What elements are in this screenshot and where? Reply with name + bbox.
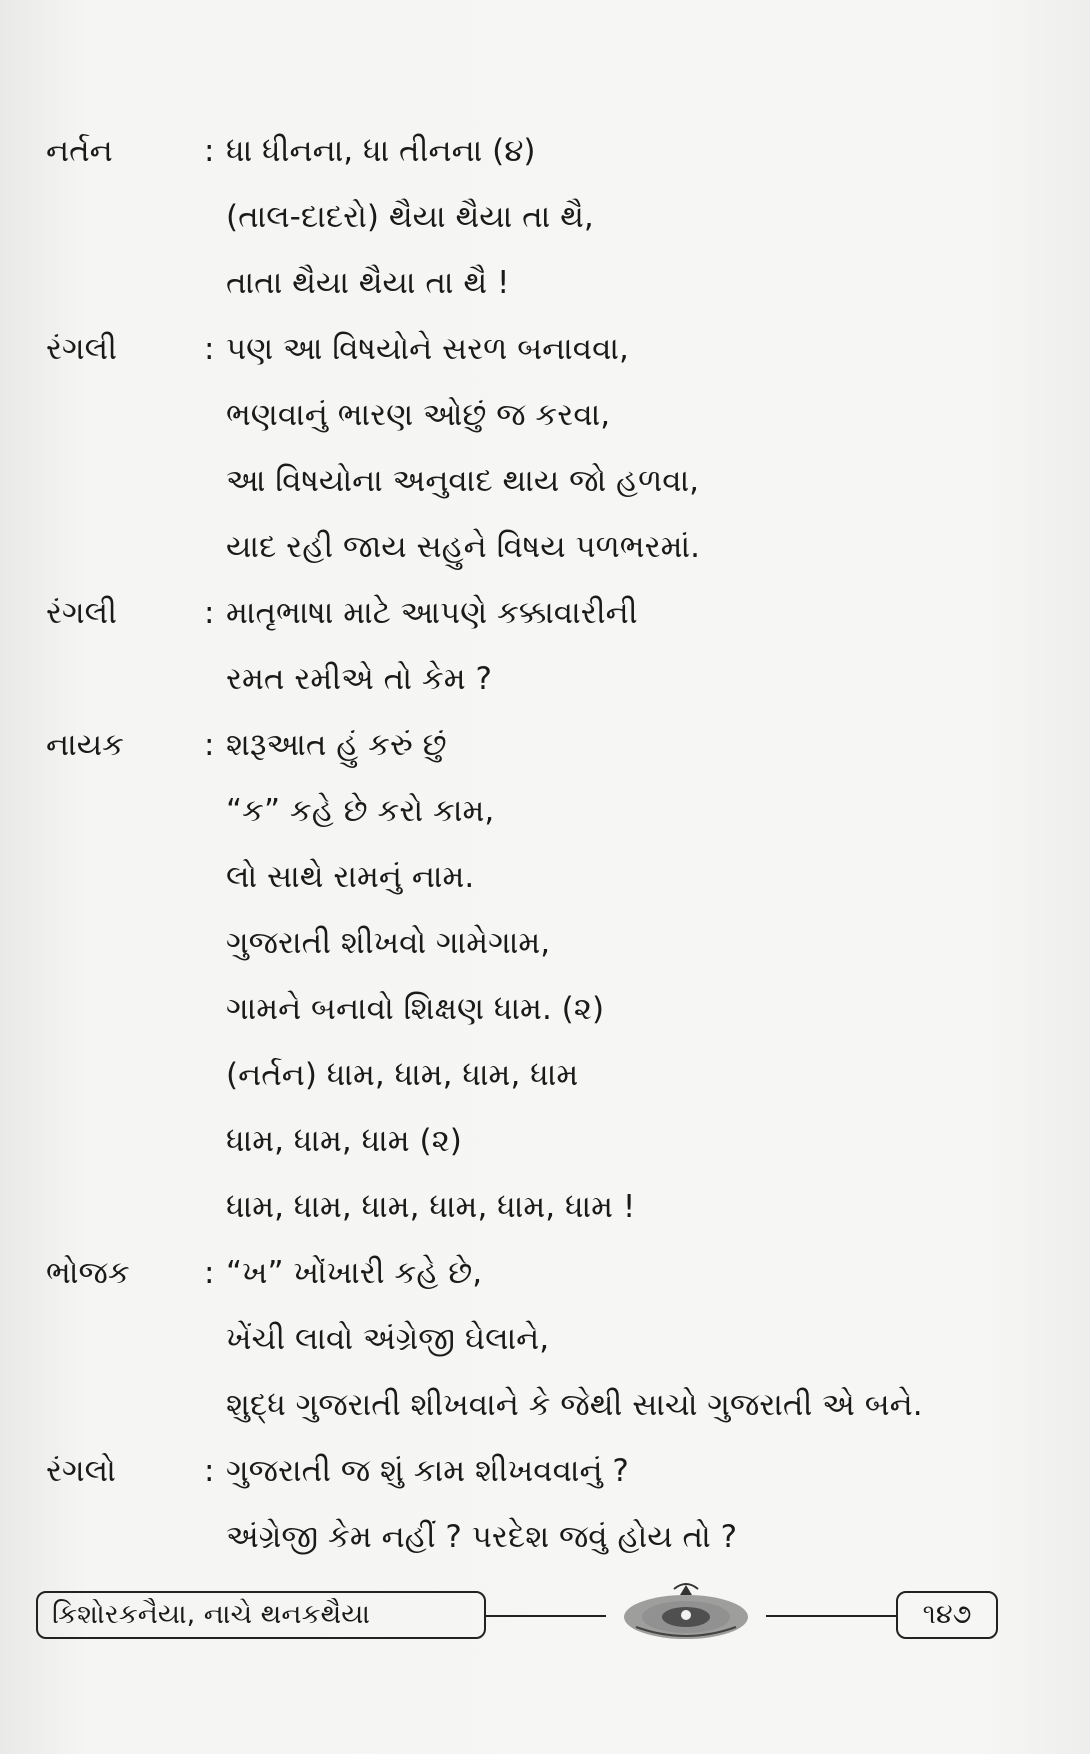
speaker-name: રંગલી (46, 595, 117, 631)
speaker-name: નાયક (46, 727, 124, 763)
dialogue-line: ભણવાનું ભારણ ઓછું જ કરવા, (226, 397, 611, 433)
dialogue-lines (226, 1240, 1046, 1438)
peacock-ornament-icon (606, 1577, 766, 1647)
page-footer (36, 1591, 972, 1641)
dialogue-line: ધા ધીનના, ધા તીનના (૪) (226, 133, 536, 169)
dialogue-line: તાતા થૈયા થૈયા તા થૈ ! (226, 265, 510, 301)
dialogue-line: પણ આ વિષયોને સરળ બનાવવા, (226, 331, 629, 367)
dialogue-line: ગુજરાતી જ શું કામ શીખવવાનું ? (226, 1453, 629, 1489)
speaker-name: રંગલી (46, 331, 117, 367)
dialogue-line: યાદ રહી જાય સહુને વિષય પળભરમાં. (226, 529, 700, 565)
speaker-colon: : (204, 595, 215, 631)
speaker-name: રંગલો (46, 1453, 116, 1489)
dialogue-entry (46, 1240, 1046, 1438)
speaker-colon: : (204, 133, 215, 169)
dialogue-line: ખેંચી લાવો અંગ્રેજી ઘેલાને, (226, 1321, 550, 1357)
dialogue-line: (નર્તન) ધામ, ધામ, ધામ, ધામ (226, 1057, 579, 1093)
dialogue-lines (226, 712, 1046, 1240)
dialogue-entry (46, 1438, 1046, 1570)
dialogue-entry (46, 580, 1046, 712)
footer-rule-right (766, 1615, 896, 1617)
dialogue-line: “ક” કહે છે કરો કામ, (226, 793, 495, 829)
dialogue-line: “ખ” ખોંખારી કહે છે, (226, 1255, 483, 1291)
footer-rule-left (486, 1615, 606, 1617)
dialogue-line: (તાલ-દાદરો) થૈયા થૈયા તા થૈ, (226, 199, 594, 235)
dialogue-line: શરૂઆત હું કરું છું (226, 727, 447, 763)
page-number: ૧૪૭ (896, 1591, 998, 1639)
dialogue-line: અંગ્રેજી કેમ નહીં ? પરદેશ જવું હોય તો ? (226, 1519, 738, 1555)
dialogue-line: ગુજરાતી શીખવો ગામેગામ, (226, 925, 551, 961)
speaker-colon: : (204, 1453, 215, 1489)
dialogue-line: શુદ્ધ ગુજરાતી શીખવાને કે જેથી સાચો ગુજરાતી એ બને. (226, 1387, 923, 1423)
speaker-name: નર્તન (46, 133, 113, 169)
dialogue-entry (46, 712, 1046, 1240)
dialogue-lines (226, 118, 1046, 316)
speaker-colon: : (204, 331, 215, 367)
speaker-name: ભોજક (46, 1255, 130, 1291)
dialogue-lines (226, 316, 1046, 580)
speaker-colon: : (204, 727, 215, 763)
dialogue-lines (226, 1438, 1046, 1570)
dialogue-line: માતૃભાષા માટે આપણે કક્કાવારીની (226, 595, 638, 631)
dialogue-line: ધામ, ધામ, ધામ (૨) (226, 1123, 462, 1159)
speaker-colon: : (204, 1255, 215, 1291)
dialogue-line: ધામ, ધામ, ધામ, ધામ, ધામ, ધામ ! (226, 1189, 636, 1225)
dialogue-line: આ વિષયોના અનુવાદ થાય જો હળવા, (226, 463, 700, 499)
dialogue-lines (226, 580, 1046, 712)
dialogue-line: લો સાથે રામનું નામ. (226, 859, 475, 895)
dialogue-entry (46, 316, 1046, 580)
dialogue-line: ગામને બનાવો શિક્ષણ ધામ. (૨) (226, 991, 605, 1027)
book-title: કિશોરકનૈયા, નાચે થનકથૈયા (36, 1591, 486, 1639)
dialogue-entry (46, 118, 1046, 316)
play-script (46, 118, 1046, 1570)
dialogue-line: રમત રમીએ તો કેમ ? (226, 661, 492, 697)
